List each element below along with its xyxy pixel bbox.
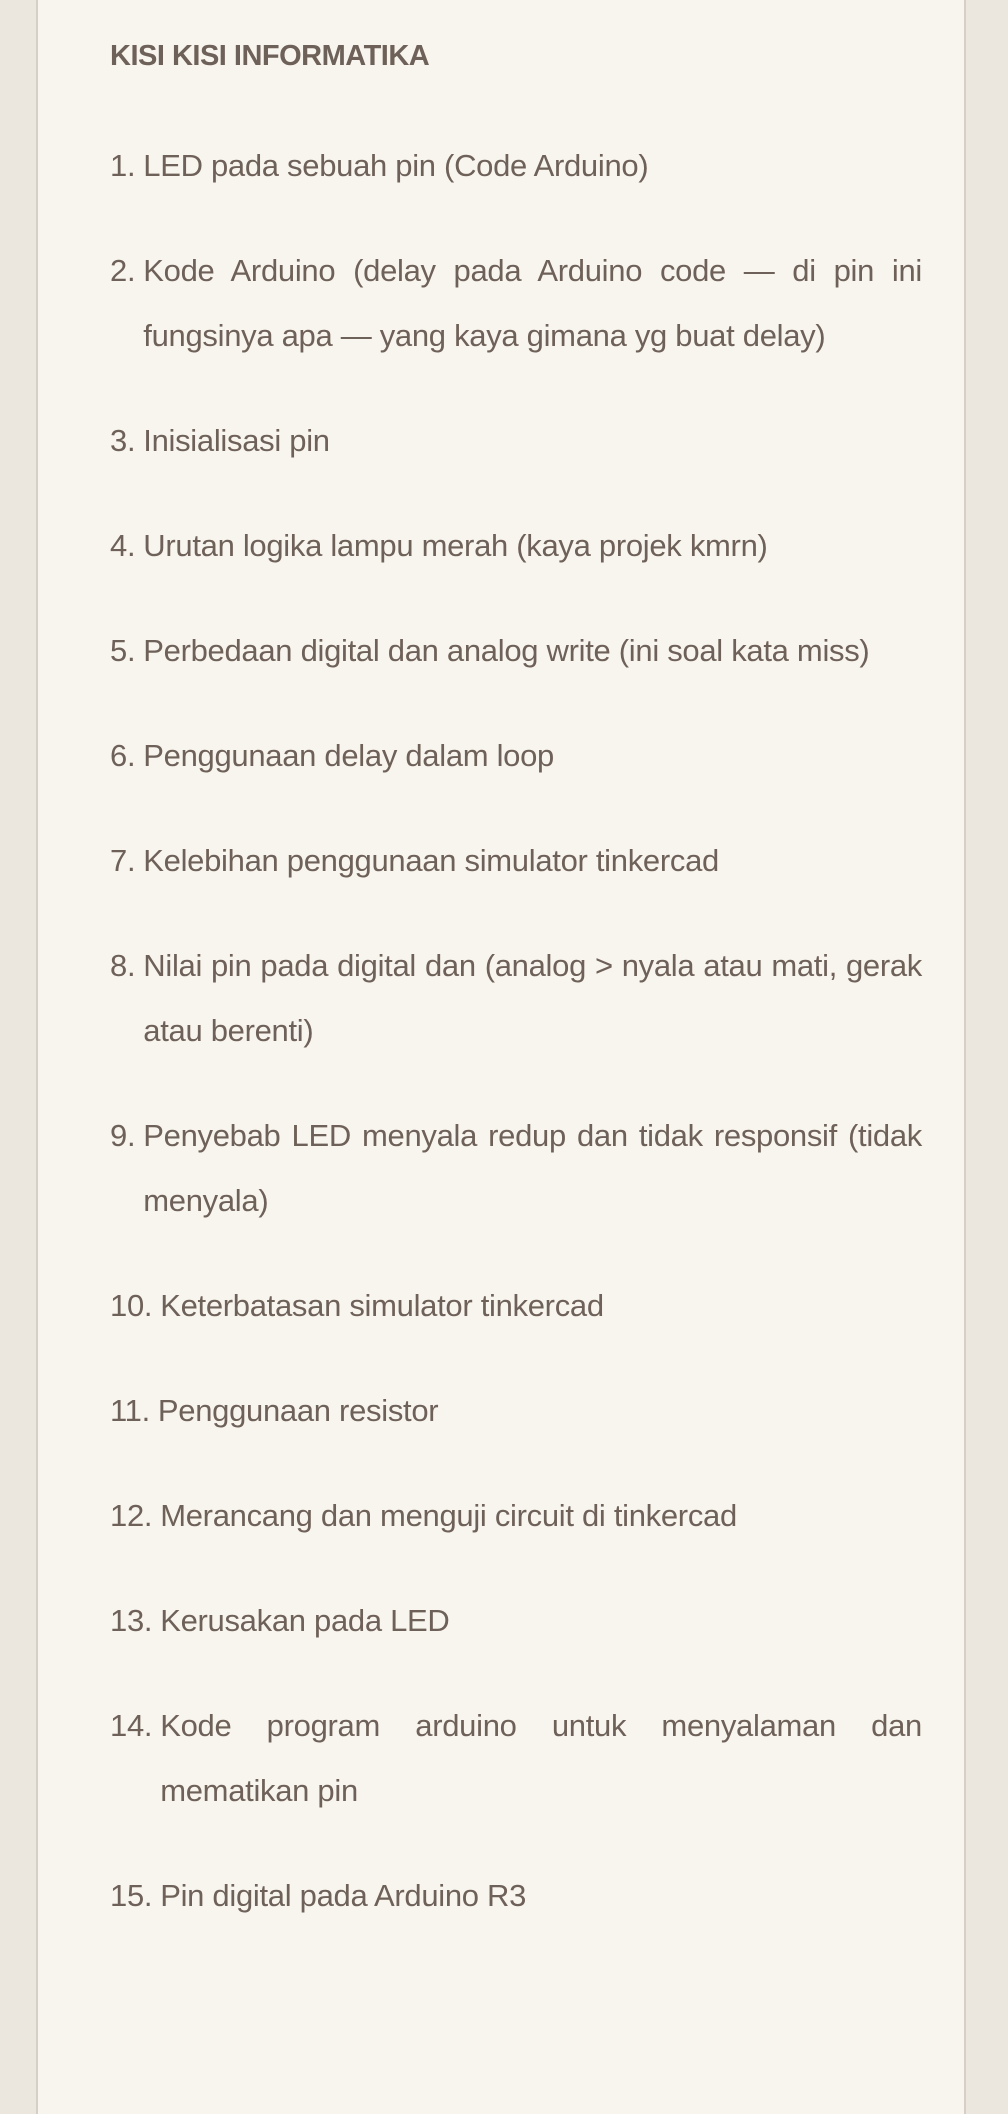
item-number: 9. [110, 1118, 136, 1153]
item-text: Perbedaan digital dan analog write (ini soal kata miss) [143, 633, 870, 668]
item-text: Penggunaan resistor [157, 1393, 439, 1428]
item-text: LED pada sebuah pin (Code Arduino) [143, 148, 649, 183]
item-text: Nilai pin pada digital dan (analog > nyala atau mati, gerak atau berenti) [143, 948, 922, 1048]
list-item [110, 1863, 922, 1928]
item-number: 11. [110, 1393, 150, 1428]
list-item [110, 618, 922, 683]
item-number: 15. [110, 1878, 153, 1913]
item-text: Inisialisasi pin [143, 423, 330, 458]
item-number: 13. [110, 1603, 153, 1638]
list-item [110, 513, 922, 578]
item-text: Penggunaan delay dalam loop [143, 738, 554, 773]
item-text: Kode program arduino untuk menyalaman dan mematikan pin [160, 1708, 922, 1808]
list-item [110, 723, 922, 788]
list-item [110, 1693, 922, 1823]
list-item [110, 1378, 922, 1443]
item-text: Pin digital pada Arduino R3 [160, 1878, 527, 1913]
item-number: 12. [110, 1498, 153, 1533]
item-number: 4. [110, 528, 136, 563]
list-item [110, 408, 922, 473]
list-item [110, 828, 922, 893]
item-text: Urutan logika lampu merah (kaya projek kmrn) [143, 528, 768, 563]
list-item [110, 1273, 922, 1338]
item-text: Kelebihan penggunaan simulator tinkercad [143, 843, 719, 878]
item-number: 6. [110, 738, 136, 773]
item-text: Keterbatasan simulator tinkercad [160, 1288, 604, 1323]
list-item [110, 933, 922, 1063]
item-number: 5. [110, 633, 136, 668]
item-number: 14. [110, 1708, 153, 1743]
list-item [110, 1483, 922, 1548]
item-number: 3. [110, 423, 136, 458]
item-number: 7. [110, 843, 136, 878]
item-text: Penyebab LED menyala redup dan tidak responsif (tidak menyala) [143, 1118, 922, 1218]
item-text: Kerusakan pada LED [160, 1603, 450, 1638]
list-item [110, 1588, 922, 1653]
item-text: Kode Arduino (delay pada Arduino code — di pin ini fungsinya apa — yang kaya gimana yg buat delay) [143, 253, 922, 353]
topic-list [110, 133, 922, 1968]
list-item [110, 1103, 922, 1233]
list-item [110, 238, 922, 368]
item-number: 8. [110, 948, 136, 983]
document-page [36, 0, 966, 2114]
item-number: 10. [110, 1288, 153, 1323]
item-number: 2. [110, 253, 136, 288]
document-title: KISI KISI INFORMATIKA [110, 40, 430, 72]
list-item [110, 133, 922, 198]
item-number: 1. [110, 148, 136, 183]
item-text: Merancang dan menguji circuit di tinkercad [160, 1498, 737, 1533]
